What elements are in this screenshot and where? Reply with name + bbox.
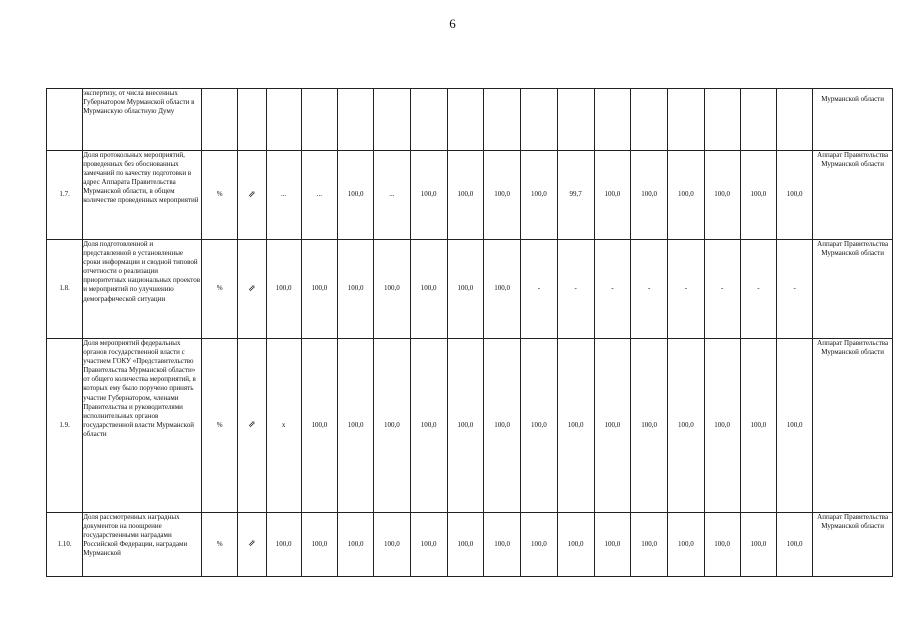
value-cell: 100,0 [410,240,447,339]
value-cell: ... [266,151,301,240]
value-cell: 100,0 [374,513,410,577]
unit-cell: % [202,151,238,240]
value-cell [704,89,740,151]
value-cell: 100,0 [740,339,776,513]
value-cell: 100,0 [484,513,521,577]
table-row [47,513,893,577]
responsible-executor: Мурманской области [813,89,893,151]
value-cell: 100,0 [338,513,374,577]
value-cell: 100,0 [338,151,374,240]
indicator-description: Доля рассмотренных наградных документов на поощрение государственными наградами Российской Федерации, наградами Мурманской [83,513,202,577]
value-cell: - [668,240,704,339]
direction-cell [238,240,266,339]
value-cell: 100,0 [740,513,776,577]
table-row [47,240,893,339]
value-cell: 100,0 [266,240,301,339]
value-cell: 100,0 [668,339,704,513]
value-cell: 100,0 [557,513,594,577]
direction-cell [238,151,266,240]
unit-cell: % [202,513,238,577]
value-cell [777,89,813,151]
indicator-description: Доля протокольных мероприятий, проведенных без обоснованных замечаний по качеству подготовки в адрес Аппарата Правительства Мурманской области, в общем количестве проведенных мероприятий [83,151,202,240]
value-cell: - [704,240,740,339]
value-cell: ... [301,151,337,240]
page-number: 6 [449,16,456,31]
value-cell: 100,0 [338,339,374,513]
row-number [47,89,83,151]
responsible-executor: Аппарат Правительства Мурманской области [813,240,893,339]
value-cell: 100,0 [521,151,557,240]
value-cell: 100,0 [338,240,374,339]
value-cell: x [266,339,301,513]
arrow-up-right-icon: ⇗ [248,419,256,430]
value-cell: - [777,240,813,339]
row-number: 1.8. [47,240,83,339]
value-cell: 100,0 [521,513,557,577]
value-cell: 100,0 [484,240,521,339]
responsible-executor: Аппарат Правительства Мурманской области [813,513,893,577]
value-cell: 100,0 [447,513,483,577]
responsible-executor: Аппарат Правительства Мурманской области [813,151,893,240]
value-cell: 100,0 [447,339,483,513]
value-cell: 100,0 [410,151,447,240]
row-number: 1.9. [47,339,83,513]
value-cell [338,89,374,151]
indicator-description: Доля мероприятий федеральных органов государственной власти с участием ГОКУ «Представительство Правительства Мурманской области» от общего количества мероприятий, в которых ему было поручено принять участие Губернатором, членами Правительства и руководителями исполнительных органов государственной власти Мурманской области [83,339,202,513]
table-row [47,339,893,513]
direction-cell [238,339,266,513]
value-cell: - [594,240,630,339]
value-cell: 100,0 [447,151,483,240]
value-cell: 100,0 [777,151,813,240]
value-cell: 100,0 [484,339,521,513]
value-cell: - [521,240,557,339]
value-cell: 100,0 [301,513,337,577]
value-cell [740,89,776,151]
value-cell: 100,0 [704,151,740,240]
indicator-description: экспертизу, от числа внесенных Губернатором Мурманской области в Мурманскую областную Думу [83,89,202,151]
value-cell: 100,0 [704,339,740,513]
value-cell [668,89,704,151]
value-cell: 100,0 [374,240,410,339]
value-cell: 100,0 [740,151,776,240]
value-cell [266,89,301,151]
indicators-table [46,88,893,577]
value-cell: 100,0 [521,339,557,513]
value-cell: 100,0 [668,513,704,577]
value-cell: ... [374,151,410,240]
value-cell [374,89,410,151]
value-cell: 100,0 [777,339,813,513]
table-row [47,151,893,240]
value-cell: 100,0 [410,513,447,577]
value-cell: 100,0 [266,513,301,577]
direction-cell [238,89,266,151]
arrow-up-right-icon: ⇗ [248,538,256,549]
value-cell: 100,0 [594,151,630,240]
value-cell: 100,0 [410,339,447,513]
value-cell: 100,0 [668,151,704,240]
value-cell: 100,0 [631,151,668,240]
row-number: 1.10. [47,513,83,577]
value-cell [301,89,337,151]
value-cell [484,89,521,151]
value-cell [631,89,668,151]
value-cell: 100,0 [301,240,337,339]
value-cell [410,89,447,151]
value-cell [447,89,483,151]
value-cell: - [631,240,668,339]
unit-cell: % [202,240,238,339]
value-cell: 100,0 [447,240,483,339]
value-cell: 99,7 [557,151,594,240]
direction-cell [238,513,266,577]
unit-cell: % [202,339,238,513]
arrow-up-right-icon: ⇗ [248,188,256,199]
value-cell [521,89,557,151]
table-row [47,89,893,151]
value-cell: 100,0 [594,513,630,577]
unit-cell [202,89,238,151]
value-cell: 100,0 [631,513,668,577]
value-cell: 100,0 [704,513,740,577]
value-cell: 100,0 [484,151,521,240]
value-cell: - [740,240,776,339]
value-cell: 100,0 [374,339,410,513]
value-cell [557,89,594,151]
value-cell: 100,0 [557,339,594,513]
value-cell [594,89,630,151]
value-cell: 100,0 [594,339,630,513]
indicator-description: Доля подготовленной и представленной в установленные сроки информации и сводной типовой отчетности о реализации приоритетных национальных проектов и мероприятий по улучшению демографической ситуации [83,240,202,339]
responsible-executor: Аппарат Правительства Мурманской области [813,339,893,513]
value-cell: 100,0 [631,339,668,513]
arrow-up-right-icon: ⇗ [248,282,256,293]
row-number: 1.7. [47,151,83,240]
value-cell: - [557,240,594,339]
value-cell: 100,0 [777,513,813,577]
value-cell: 100,0 [301,339,337,513]
